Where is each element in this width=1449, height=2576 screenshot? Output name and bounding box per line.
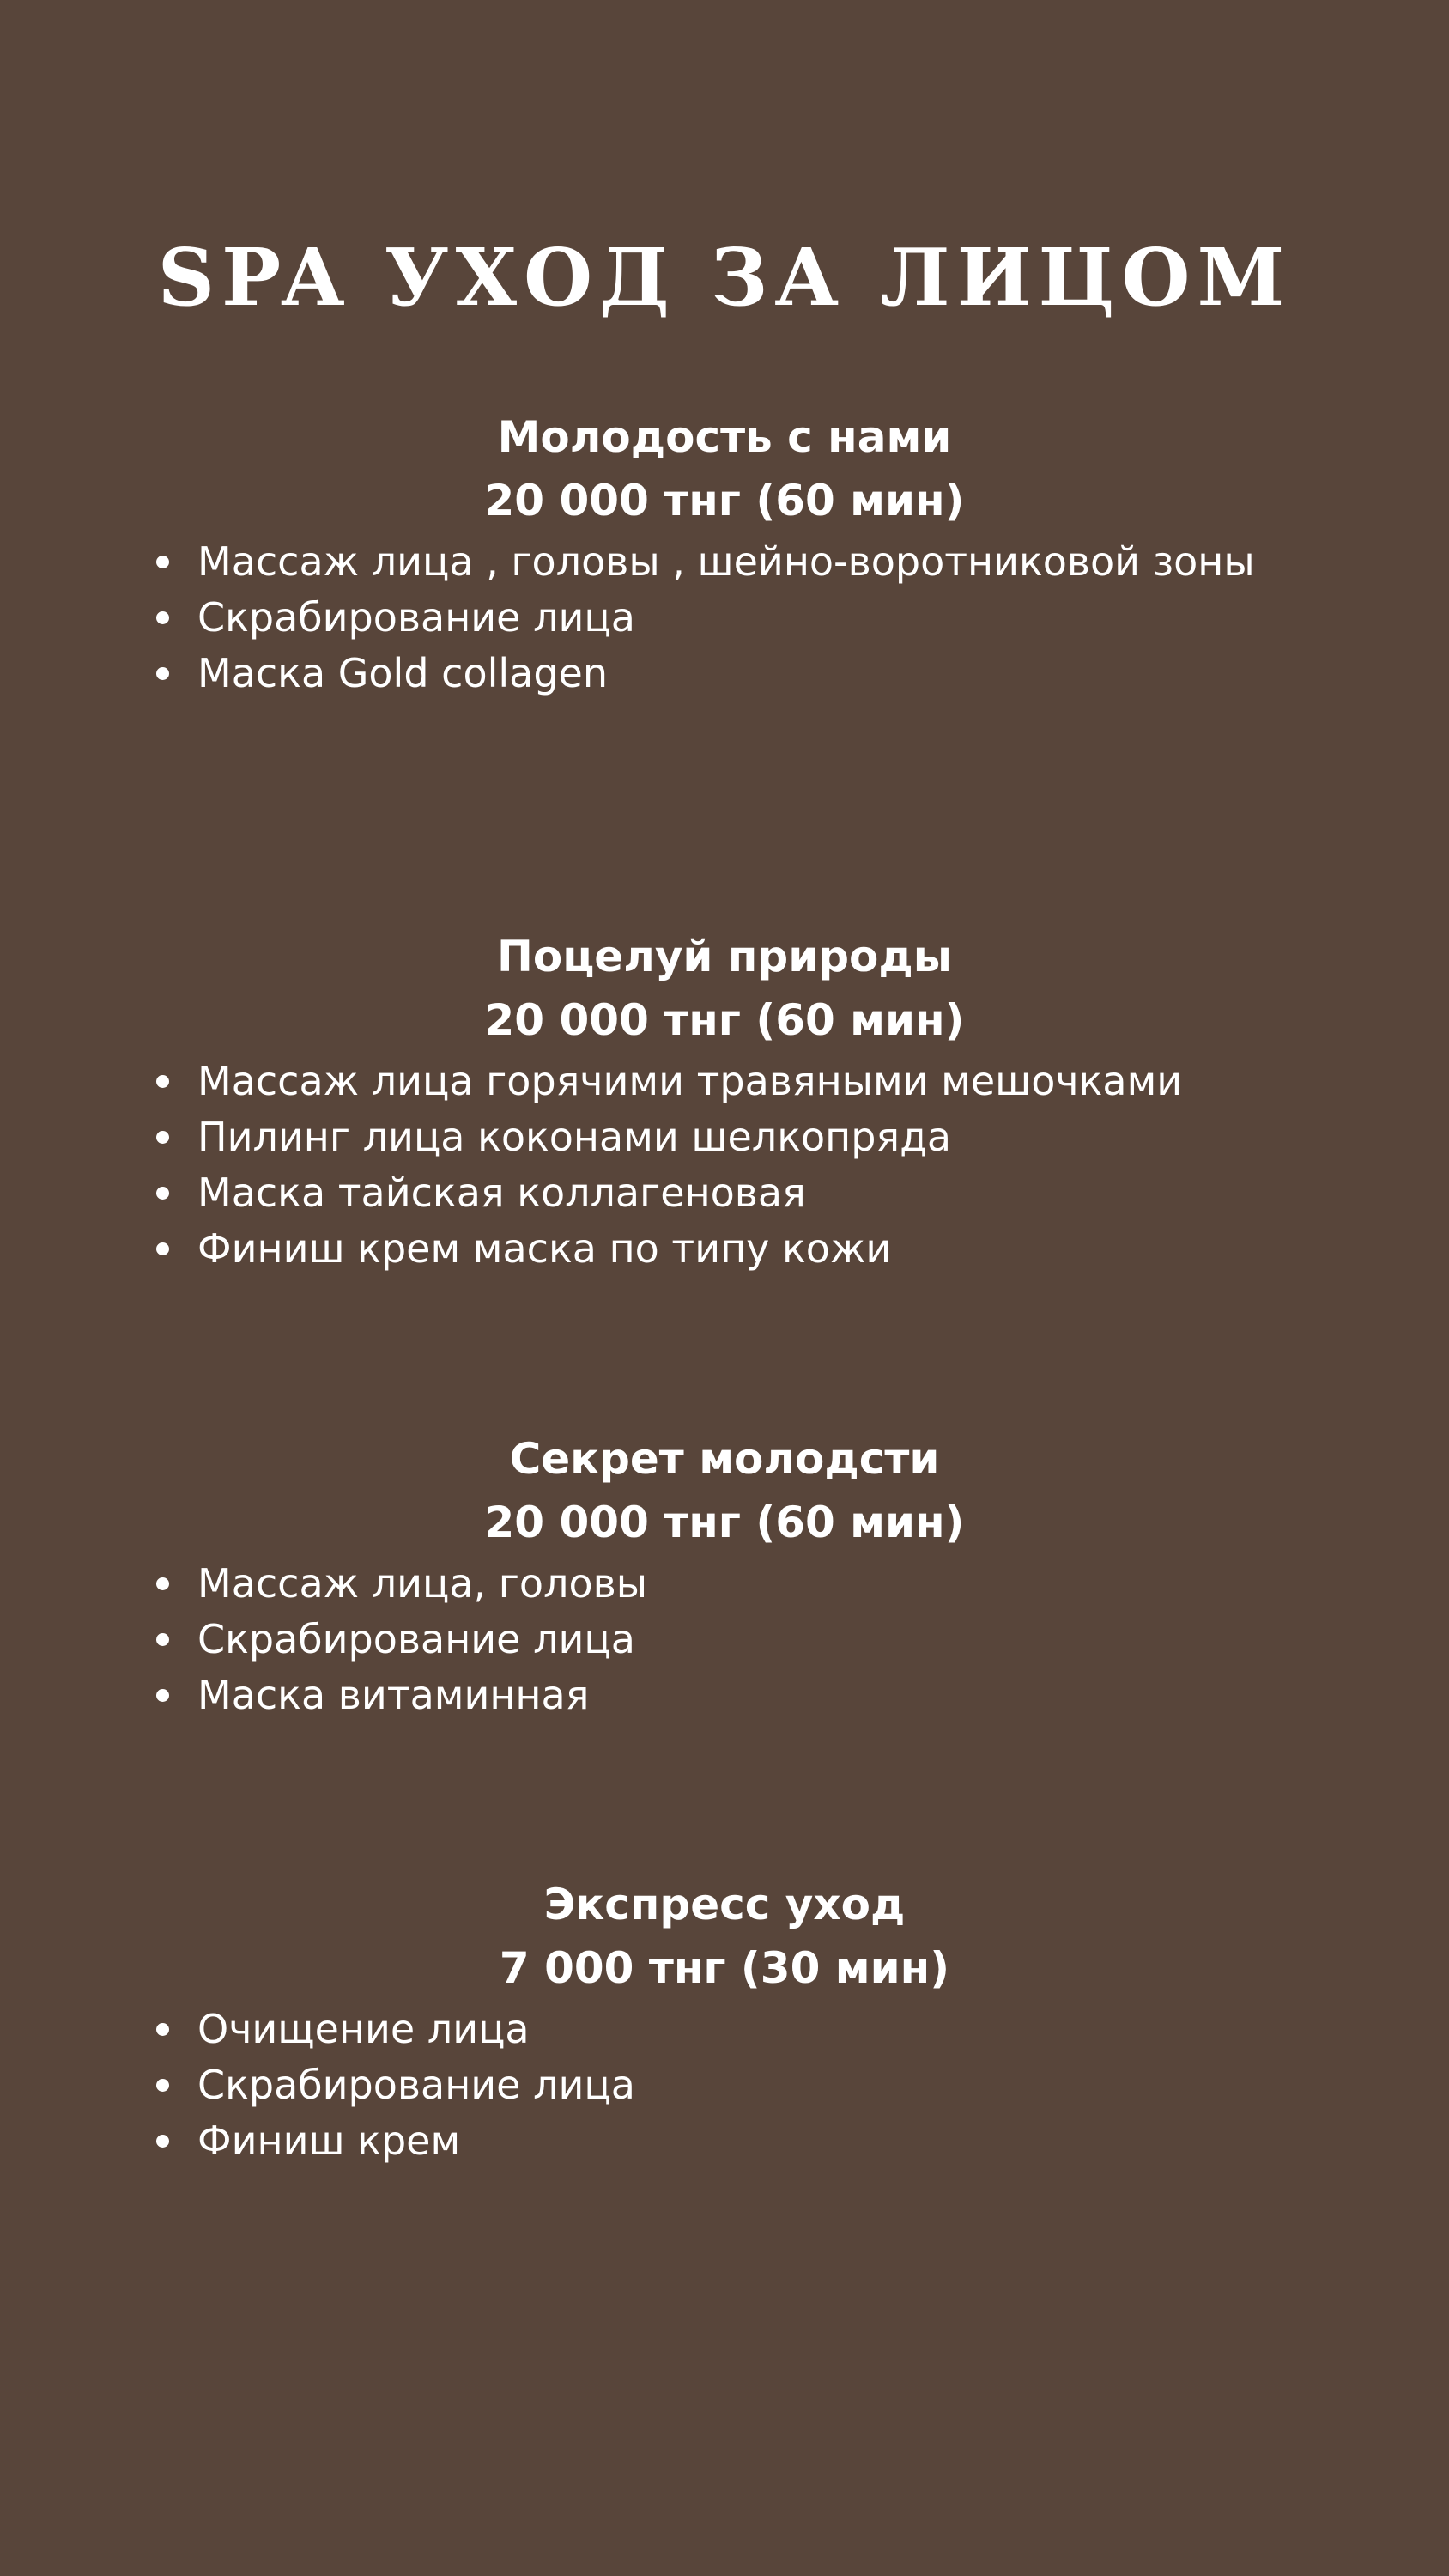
list-item [0, 534, 1449, 590]
list-item-label: Маска витаминная [197, 1672, 590, 1718]
list-item [0, 590, 1449, 646]
bullet-icon [156, 2023, 169, 2036]
bullet-icon [156, 1131, 169, 1144]
bullet-icon [156, 2079, 169, 2092]
list-item-label: Массаж лица горячими травяными мешочками [197, 1058, 1183, 1104]
list-item [0, 1165, 1449, 1221]
bullet-icon [156, 556, 169, 568]
list-item [0, 646, 1449, 702]
page-title: SPA УХОД ЗА ЛИЦОМ [157, 231, 1292, 324]
list-item-label: Скрабирование лица [197, 2062, 635, 2108]
service-items-list [0, 1556, 1449, 1723]
list-item-label: Маска тайская коллагеновая [197, 1170, 806, 1216]
service-items-list [0, 2002, 1449, 2169]
service-name: Поцелуй природы [497, 932, 952, 981]
list-item [0, 1556, 1449, 1612]
service-section-poceluy [0, 925, 1449, 1277]
bullet-icon [156, 1187, 169, 1200]
bullet-icon [156, 1075, 169, 1088]
service-items-list [0, 534, 1449, 702]
service-items-list [0, 1054, 1449, 1277]
list-item-label: Маска Gold collagen [197, 650, 608, 696]
bullet-icon [156, 1689, 169, 1702]
service-name: Экспресс уход [543, 1880, 906, 1929]
list-item [0, 1668, 1449, 1723]
list-item-label: Массаж лица , головы , шейно-воротниковой зоны [197, 538, 1255, 585]
list-item [0, 1221, 1449, 1277]
bullet-icon [156, 1577, 169, 1590]
list-item [0, 2113, 1449, 2169]
list-item [0, 2057, 1449, 2113]
bullet-icon [156, 667, 169, 680]
list-item-label: Финиш крем маска по типу кожи [197, 1225, 892, 1272]
list-item-label: Скрабирование лица [197, 594, 635, 641]
service-section-express [0, 1873, 1449, 2169]
service-name: Секрет молодсти [509, 1434, 940, 1484]
list-item-label: Очищение лица [197, 2006, 530, 2052]
bullet-icon [156, 611, 169, 624]
list-item [0, 1109, 1449, 1165]
bullet-icon [156, 2135, 169, 2148]
list-item [0, 2002, 1449, 2057]
service-price: 20 000 тнг (60 мин) [484, 995, 965, 1045]
bullet-icon [156, 1242, 169, 1255]
list-item-label: Финиш крем [197, 2117, 461, 2164]
service-section-molodost [0, 405, 1449, 702]
list-item [0, 1612, 1449, 1668]
list-item [0, 1054, 1449, 1109]
bullet-icon [156, 1633, 169, 1646]
service-price: 20 000 тнг (60 мин) [484, 1498, 965, 1547]
list-item-label: Массаж лица, головы [197, 1560, 648, 1607]
service-section-sekret [0, 1427, 1449, 1723]
service-price: 20 000 тнг (60 мин) [484, 476, 965, 526]
service-name: Молодость с нами [497, 412, 952, 462]
list-item-label: Пилинг лица коконами шелкопряда [197, 1114, 952, 1160]
service-price: 7 000 тнг (30 мин) [499, 1943, 950, 1993]
list-item-label: Скрабирование лица [197, 1616, 635, 1662]
